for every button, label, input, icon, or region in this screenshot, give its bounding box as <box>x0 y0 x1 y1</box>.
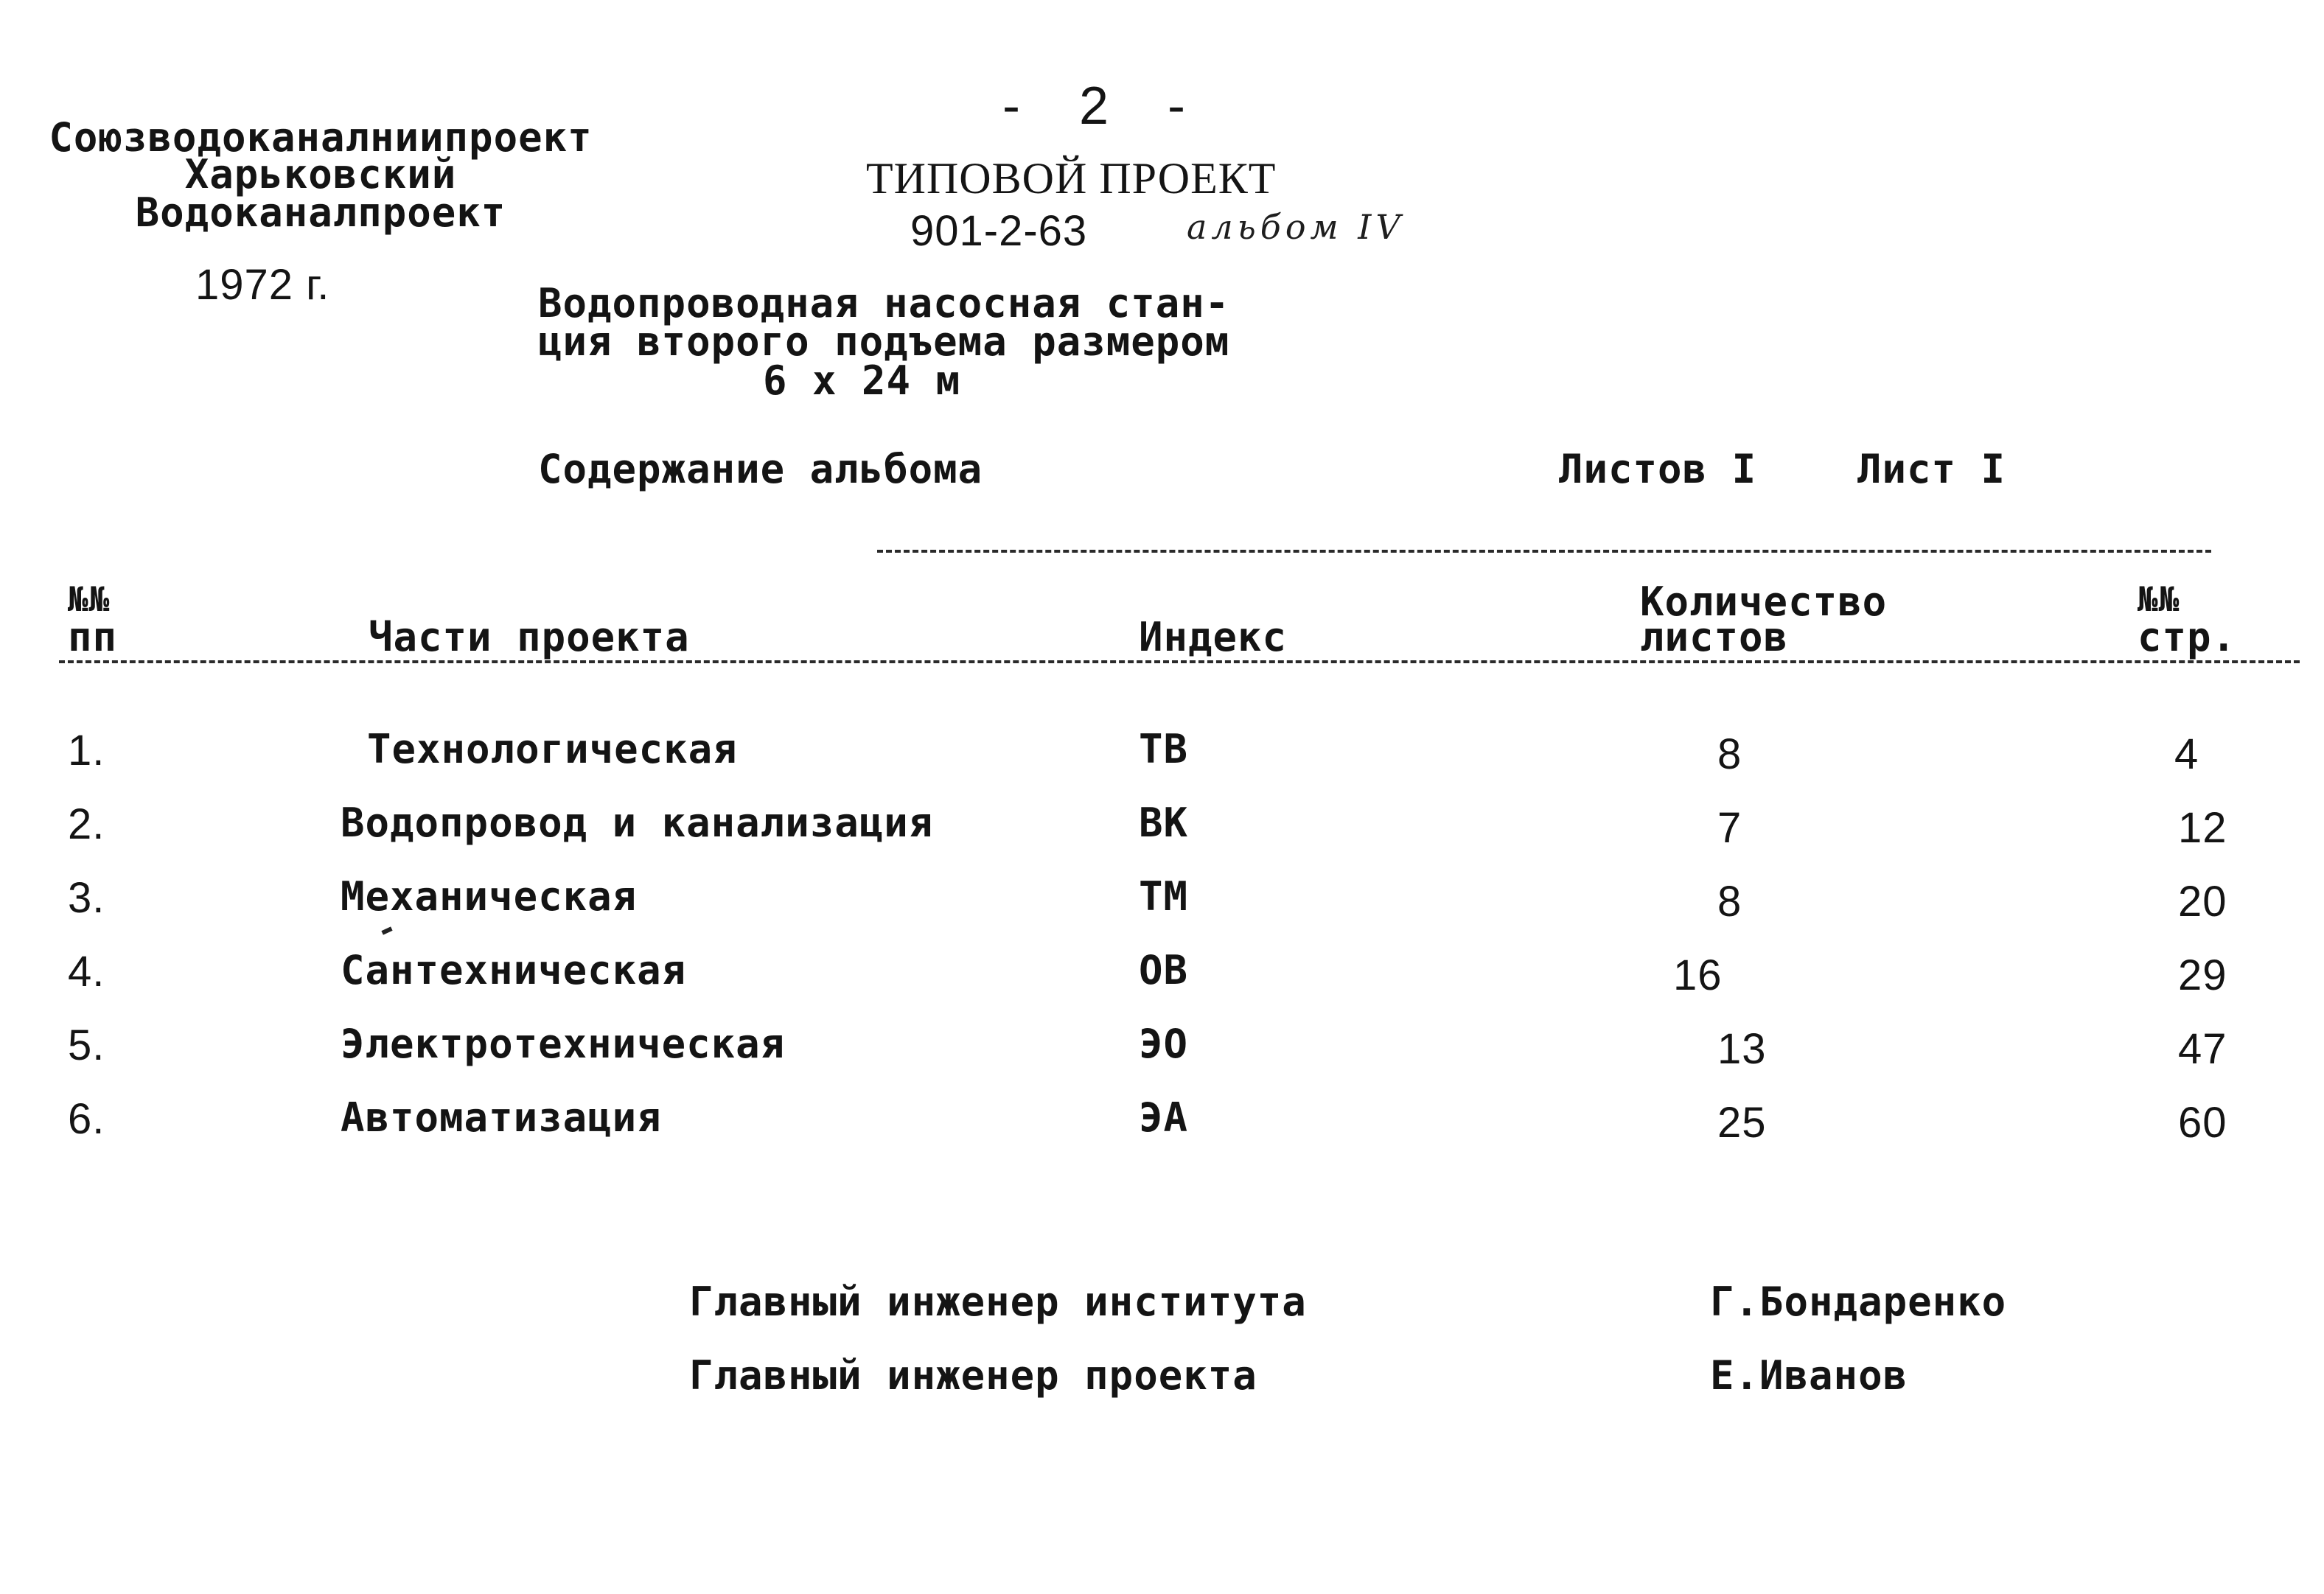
organization-line-3: Водоканалпроект <box>135 189 506 236</box>
row-index: ЭА <box>1139 1094 1189 1141</box>
row-page: 60 <box>2178 1099 2227 1147</box>
row-page: 4 <box>2174 730 2199 778</box>
year: 1972 г. <box>195 261 330 309</box>
row-part: Сантехническая <box>341 947 687 993</box>
project-title-line-1: Водопроводная насосная стан- <box>538 280 1230 326</box>
header-no-line-2: пп <box>68 614 118 660</box>
row-index: ВК <box>1139 800 1189 846</box>
project-number: 901-2-63 <box>910 207 1088 255</box>
header-page-line-2: стр. <box>2138 614 2237 660</box>
table-top-rule <box>877 550 2211 553</box>
row-count: 25 <box>1717 1099 1767 1147</box>
row-part: Электротехническая <box>341 1021 786 1067</box>
table-header-rule <box>59 660 2300 663</box>
header-page-line-1: №№ <box>2138 579 2180 619</box>
row-count: 16 <box>1673 951 1723 999</box>
album-handwritten-note: альбом IV <box>1187 207 1405 247</box>
header-index: Индекс <box>1139 614 1288 660</box>
row-index: ТМ <box>1139 873 1189 920</box>
header-part: Части проекта <box>369 614 690 660</box>
row-part: Технологическая <box>367 726 738 772</box>
row-count: 8 <box>1717 730 1742 778</box>
row-number: 4. <box>68 948 105 996</box>
header-count-line-1: Количество <box>1640 578 1888 625</box>
row-count: 13 <box>1717 1025 1767 1073</box>
signature-role: Главный инженер проекта <box>689 1352 1257 1399</box>
organization-line-2: Харьковский <box>184 151 457 197</box>
row-index: ЭО <box>1139 1021 1189 1067</box>
project-title-line-2: ция второго подъема размером <box>538 318 1230 365</box>
row-page: 47 <box>2178 1025 2227 1073</box>
project-type: ТИПОВОЙ ПРОЕКТ <box>866 154 1277 203</box>
contents-heading: Содержание альбома <box>538 446 983 492</box>
row-index: ТВ <box>1139 726 1189 772</box>
header-count-line-2: листов <box>1640 614 1789 660</box>
row-number: 3. <box>68 874 105 922</box>
row-count: 7 <box>1717 804 1742 852</box>
row-count: 8 <box>1717 878 1742 926</box>
row-part: Механическая <box>341 873 638 920</box>
row-part: Водопровод и канализация <box>341 800 934 846</box>
page-number: - 2 - <box>1002 77 1208 136</box>
row-page: 12 <box>2178 804 2227 852</box>
row-page: 20 <box>2178 878 2227 926</box>
sheets-total: Листов I <box>1559 446 1757 492</box>
ink-tick-mark <box>381 926 392 934</box>
signature-name: Г.Бондаренко <box>1710 1279 2007 1325</box>
row-number: 2. <box>68 800 105 848</box>
row-part: Автоматизация <box>341 1094 662 1141</box>
row-number: 1. <box>68 727 105 775</box>
project-title-line-3: 6 x 24 м <box>763 357 961 404</box>
row-number: 5. <box>68 1021 105 1069</box>
row-page: 29 <box>2178 951 2227 999</box>
signature-name: Е.Иванов <box>1710 1352 1908 1399</box>
row-number: 6. <box>68 1095 105 1143</box>
signature-role: Главный инженер института <box>689 1279 1307 1325</box>
organization-line-1: Союзводоканалниипроект <box>49 114 593 161</box>
sheet-number: Лист I <box>1857 446 2006 492</box>
header-no-line-1: №№ <box>68 579 111 619</box>
row-index: ОВ <box>1139 947 1189 993</box>
